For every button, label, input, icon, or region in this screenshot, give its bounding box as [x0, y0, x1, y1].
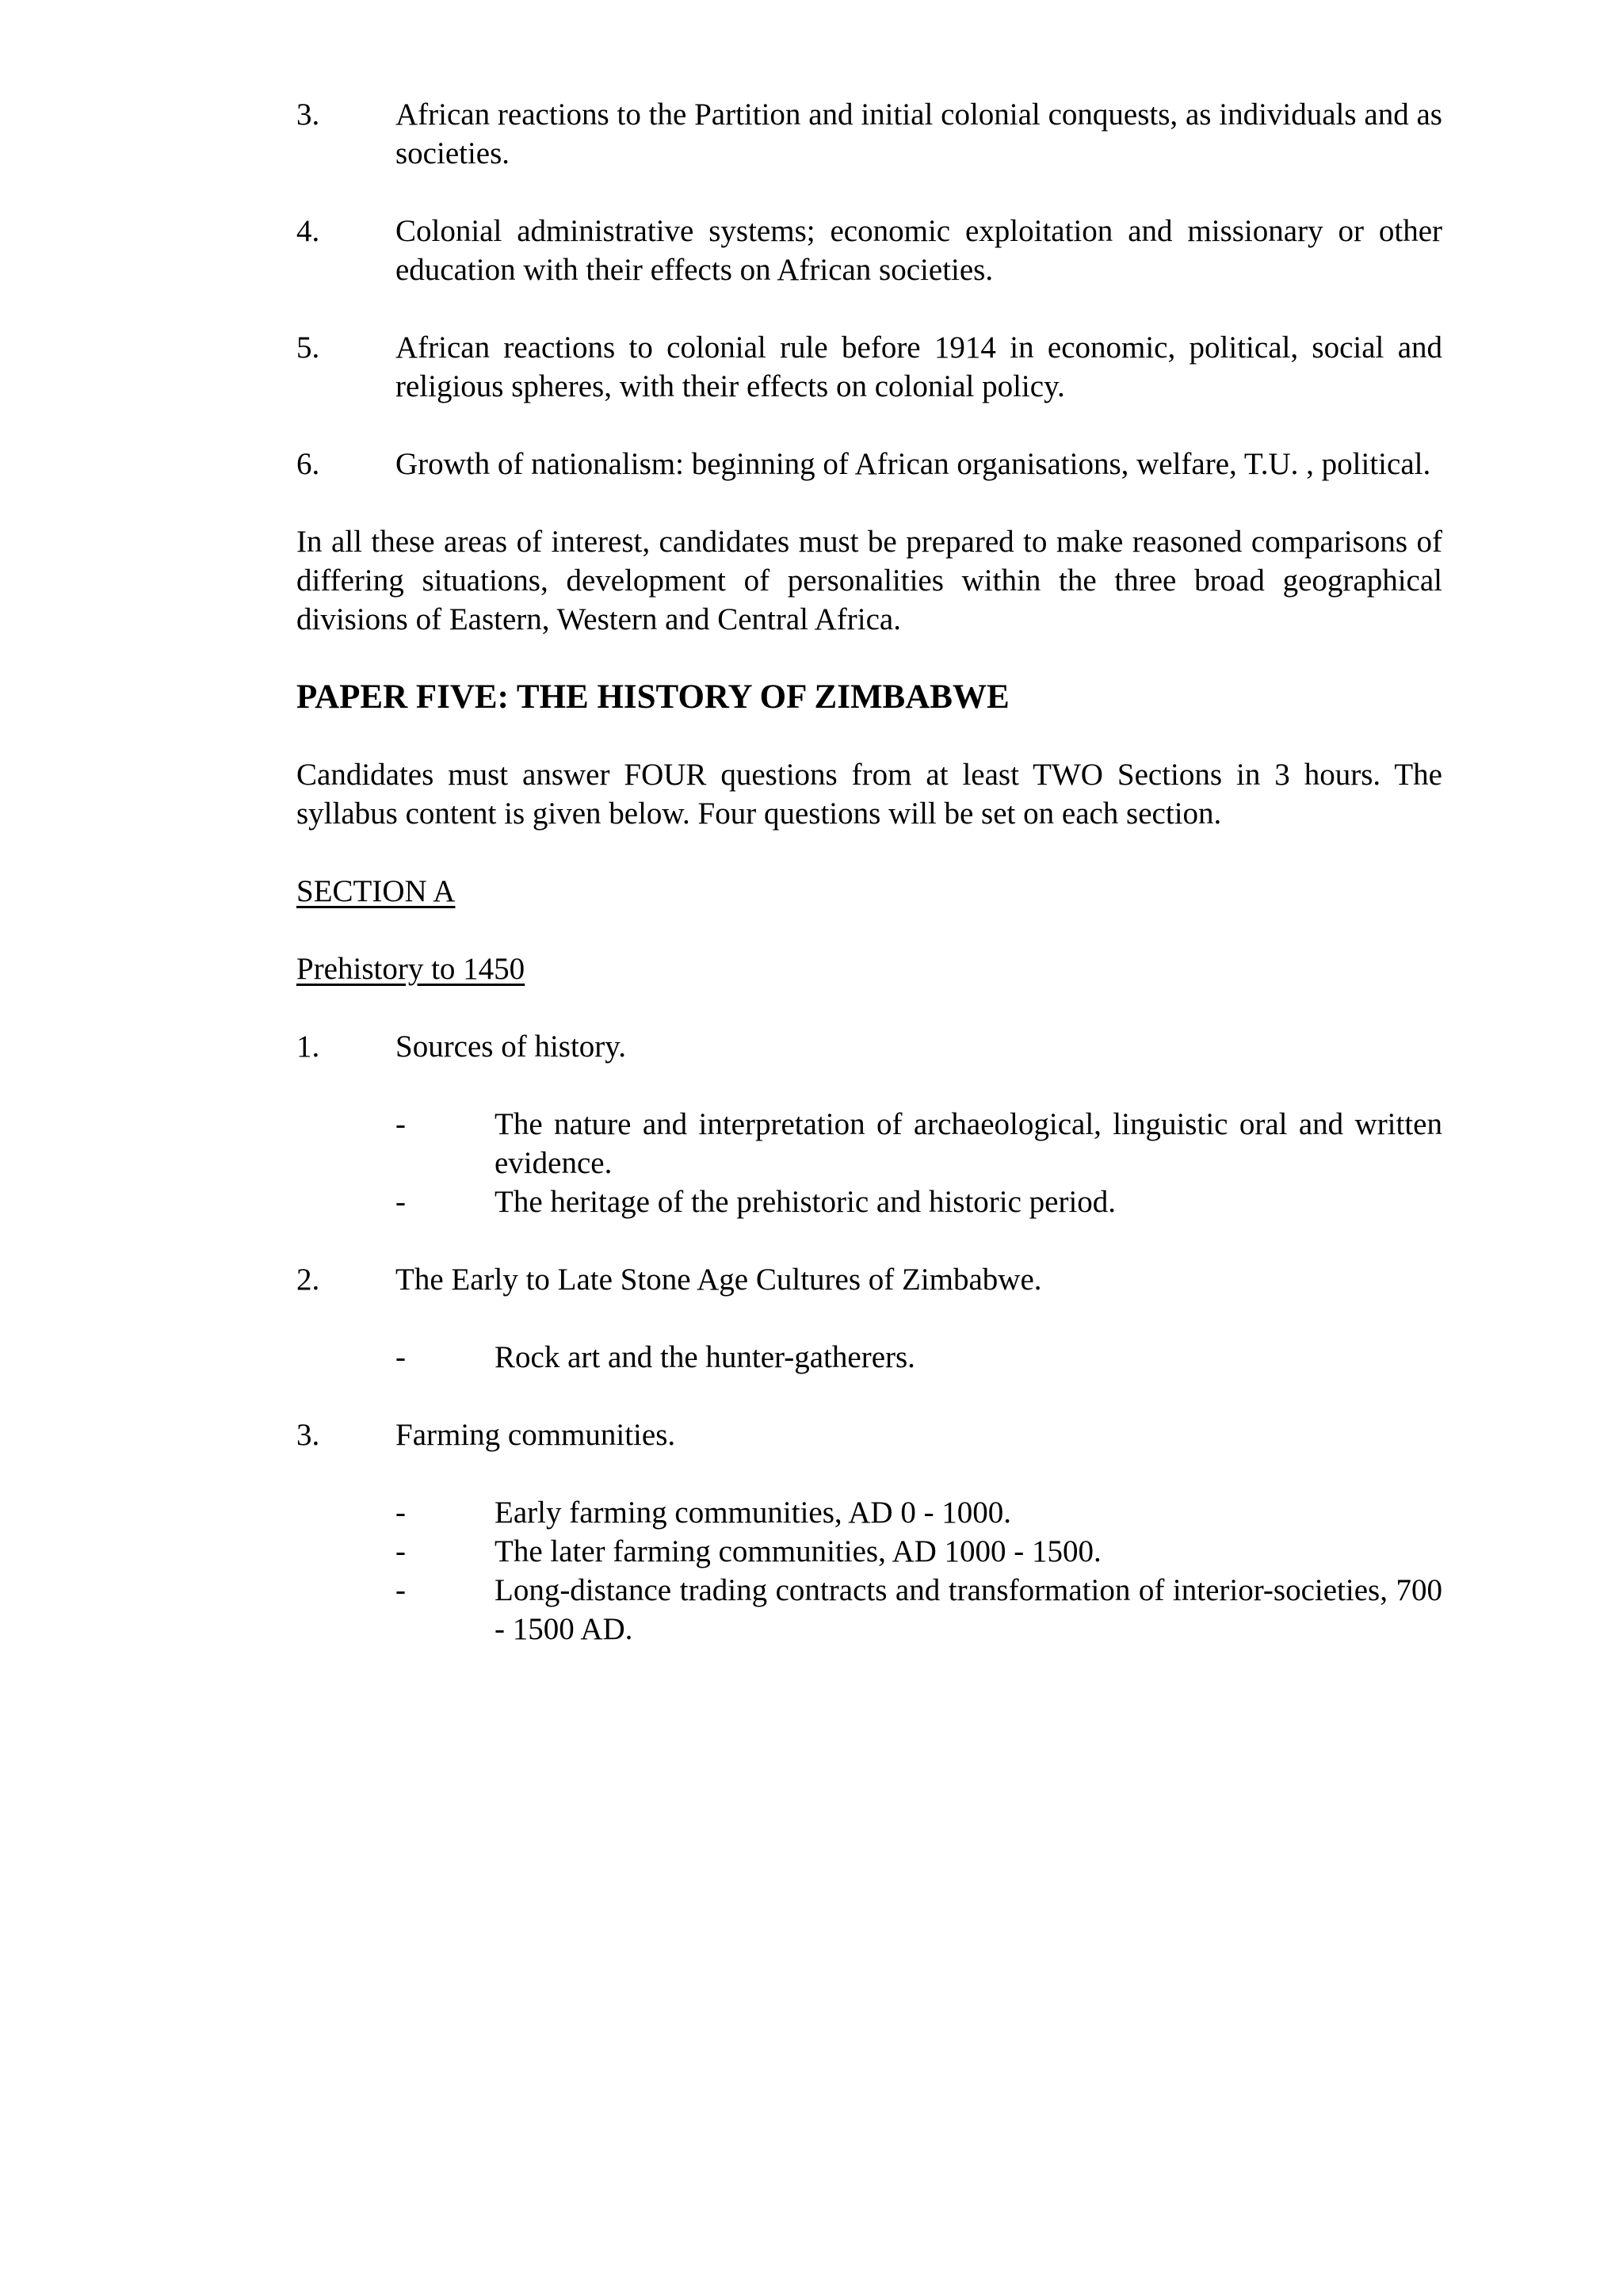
sub-item-text: The later farming communities, AD 1000 - 1500.: [495, 1534, 1102, 1568]
sub-list: [296, 1493, 1442, 1648]
sub-item: [296, 1493, 1442, 1532]
item-number: 3.: [296, 97, 320, 132]
sub-item-text: Rock art and the hunter-gatherers.: [495, 1340, 915, 1374]
section-label-text: SECTION A: [296, 874, 456, 908]
topic-item: [296, 1415, 1442, 1454]
item-number: 6.: [296, 447, 320, 481]
sub-list: [296, 1338, 1442, 1377]
topic-item: [296, 1027, 1442, 1066]
closing-paragraph: In all these areas of interest, candidates must be prepared to make reasoned comparisons of differing situations, development of personalities within the three broad geographical divisions of Eastern, Western and Central Africa.: [296, 525, 1442, 636]
dash-bullet: -: [395, 1107, 406, 1141]
topic-number: 1.: [296, 1030, 320, 1064]
paper-heading: PAPER FIVE: THE HISTORY OF ZIMBABWE: [296, 678, 1010, 716]
sub-item-text: Early farming communities, AD 0 - 1000.: [495, 1496, 1012, 1530]
list-item: [296, 95, 1442, 173]
topic-number: 2.: [296, 1263, 320, 1297]
topic-item: [296, 1260, 1442, 1299]
sub-item-text: Long-distance trading contracts and transformation of interior-societies, 700 - 1500 AD.: [495, 1573, 1442, 1646]
sub-item: [296, 1338, 1442, 1377]
sub-item-text: The heritage of the prehistoric and historic period.: [495, 1185, 1117, 1219]
dash-bullet: -: [395, 1340, 406, 1374]
dash-bullet: -: [395, 1185, 406, 1219]
topic-title: The Early to Late Stone Age Cultures of Zimbabwe.: [395, 1263, 1042, 1297]
period-label: [296, 949, 1442, 988]
instructions-paragraph: Candidates must answer FOUR questions from at least TWO Sections in 3 hours. The syllabus content is given below. Four questions will be set on each section.: [296, 758, 1442, 831]
list-item: [296, 212, 1442, 289]
dash-bullet: -: [395, 1573, 406, 1607]
list-item: [296, 445, 1442, 483]
topic-title: Farming communities.: [395, 1418, 676, 1452]
sub-item-text: The nature and interpretation of archaeological, linguistic oral and written evidence.: [495, 1107, 1442, 1180]
item-number: 4.: [296, 214, 320, 248]
dash-bullet: -: [395, 1534, 406, 1568]
section-label: [296, 872, 1442, 911]
document-page: [296, 95, 1442, 1648]
period-label-text: Prehistory to 1450: [296, 952, 525, 986]
item-number: 5.: [296, 330, 320, 365]
item-text: African reactions to the Partition and initial colonial conquests, as individuals and as societies.: [395, 97, 1442, 170]
dash-bullet: -: [395, 1496, 406, 1530]
sub-item: [296, 1182, 1442, 1221]
item-text: Growth of nationalism: beginning of African organisations, welfare, T.U. , political.: [395, 447, 1431, 481]
sub-item: [296, 1532, 1442, 1571]
item-text: African reactions to colonial rule before 1914 in economic, political, social and religious spheres, with their effects on colonial policy.: [395, 330, 1442, 403]
sub-item: [296, 1571, 1442, 1648]
sub-item: [296, 1105, 1442, 1182]
topic-number: 3.: [296, 1418, 320, 1452]
sub-list: [296, 1105, 1442, 1221]
item-text: Colonial administrative systems; economic exploitation and missionary or other education with their effects on African societies.: [395, 214, 1442, 287]
topic-title: Sources of history.: [395, 1030, 627, 1064]
list-item: [296, 328, 1442, 406]
